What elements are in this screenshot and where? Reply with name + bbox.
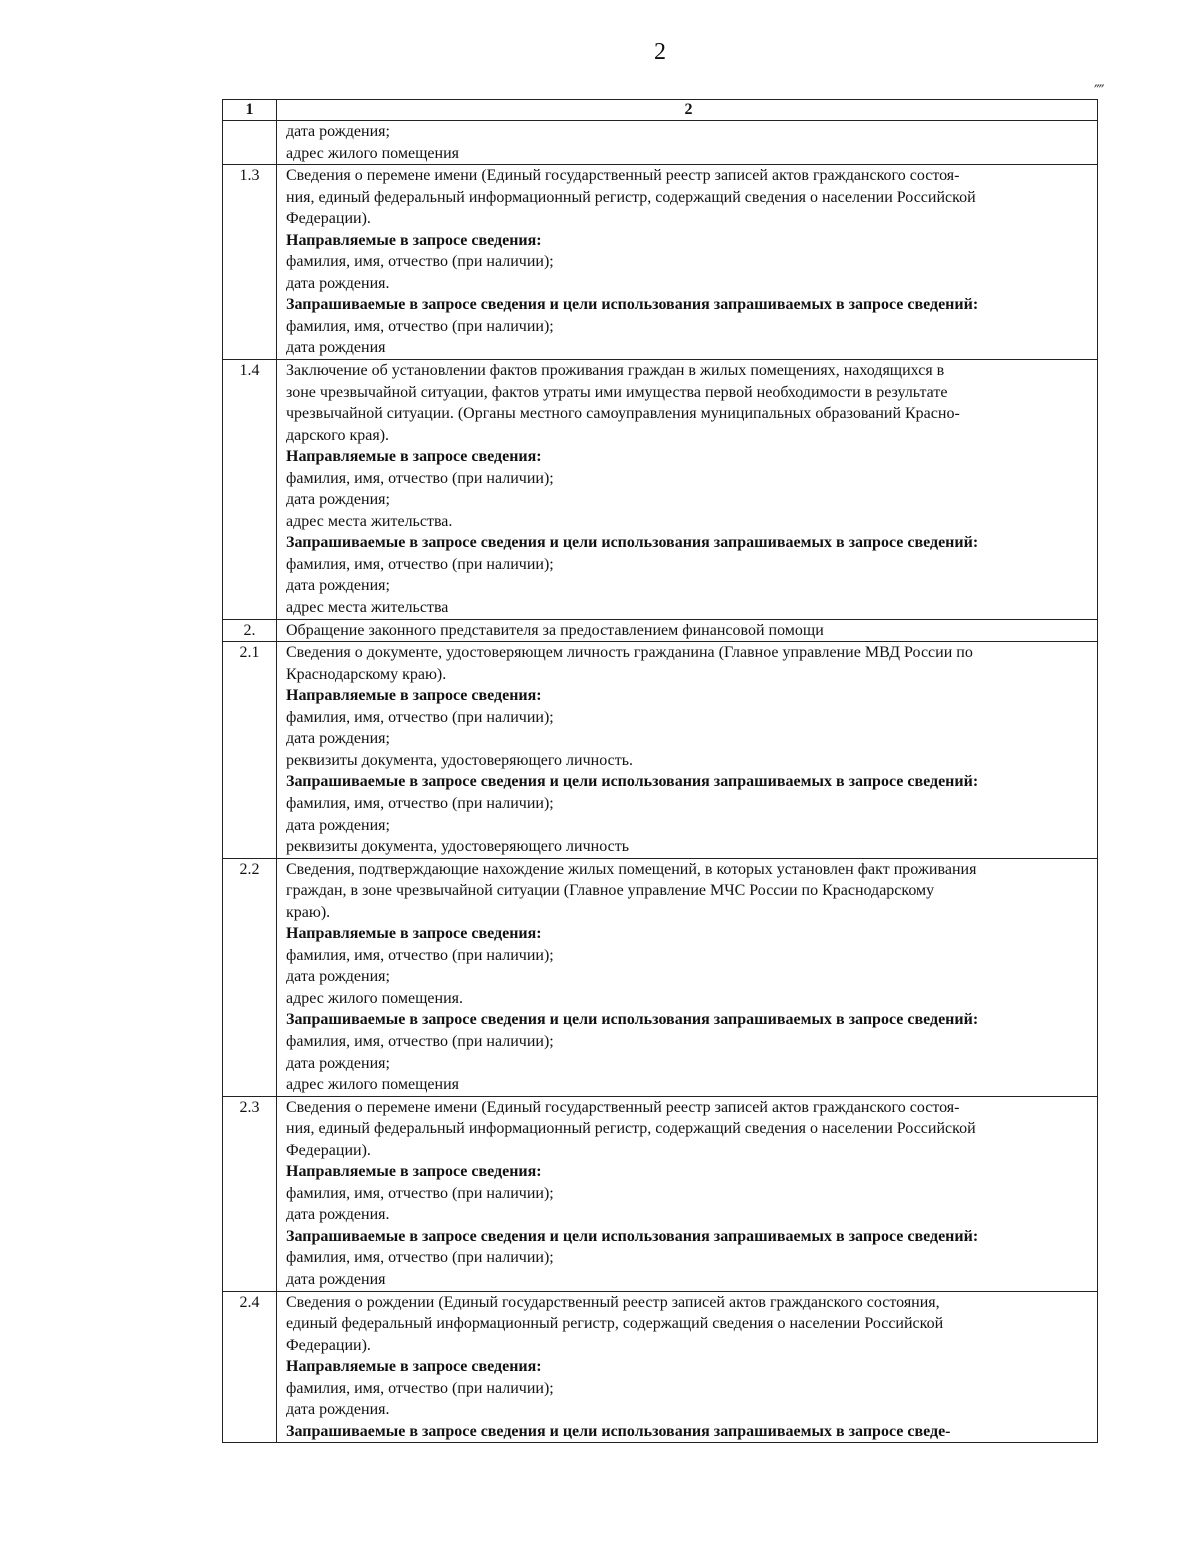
line-text: дата рождения. <box>286 1401 390 1419</box>
line-text: дата рождения; <box>286 491 390 509</box>
table-row <box>223 165 1098 360</box>
table-row <box>223 1291 1098 1443</box>
table-header-row <box>223 100 1098 121</box>
row-text-cell <box>277 1291 1098 1443</box>
line-text: Сведения о документе, удостоверяющем личность гражданина (Главное управление МВД России по <box>286 644 973 662</box>
text-line <box>286 750 1091 772</box>
text-line <box>286 360 1091 382</box>
table-row <box>223 360 1098 620</box>
row-text-cell <box>277 642 1098 858</box>
line-text: фамилия, имя, отчество (при наличии); <box>286 794 554 812</box>
row-number: 2.4 <box>239 1293 260 1311</box>
text-line <box>286 273 1091 295</box>
row-number-cell <box>223 1291 277 1443</box>
line-text: фамилия, имя, отчество (при наличии); <box>286 253 554 271</box>
line-text: ния, единый федеральный информационный регистр, содержащий сведения о населении Российской <box>286 1120 976 1138</box>
text-line <box>286 836 1091 858</box>
header-col-2: 2 <box>277 100 1098 121</box>
text-line <box>286 1053 1091 1075</box>
section-heading-line <box>286 446 1091 468</box>
text-line <box>286 1269 1091 1291</box>
line-text: дата рождения. <box>286 1206 390 1224</box>
row-number-cell <box>223 165 277 360</box>
line-text: адрес места жительства. <box>286 512 453 530</box>
row-number: 1.4 <box>239 362 260 380</box>
line-text: чрезвычайной ситуации. (Органы местного самоуправления муниципальных образований Красно- <box>286 405 960 423</box>
line-text: Запрашиваемые в запросе сведения и цели использования запрашиваемых в запросе сведений: <box>286 773 979 791</box>
text-line <box>286 1140 1091 1162</box>
line-text: фамилия, имя, отчество (при наличии); <box>286 1032 554 1050</box>
row-number-cell <box>223 642 277 858</box>
section-heading-line <box>286 1009 1091 1031</box>
line-text: адрес жилого помещения <box>286 1076 459 1094</box>
line-text: фамилия, имя, отчество (при наличии); <box>286 555 554 573</box>
line-text: фамилия, имя, отчество (при наличии); <box>286 469 554 487</box>
line-text: дата рождения; <box>286 968 390 986</box>
line-text: дата рождения; <box>286 1054 390 1072</box>
row-text-cell <box>277 858 1098 1096</box>
line-text: Сведения о перемене имени (Единый государственный реестр записей актов гражданского состоя- <box>286 167 960 185</box>
line-text: Направляемые в запросе сведения: <box>286 925 542 943</box>
row-number-cell <box>223 1096 277 1291</box>
line-text: Направляемые в запросе сведения: <box>286 448 542 466</box>
line-text: дата рождения; <box>286 816 390 834</box>
line-text: зоне чрезвычайной ситуации, фактов утраты ими имущества первой необходимости в результате <box>286 383 948 401</box>
line-text: единый федеральный информационный регистр, содержащий сведения о населении Российской <box>286 1315 944 1333</box>
row-number-cell <box>223 858 277 1096</box>
text-line <box>286 1074 1091 1096</box>
line-text: дата рождения; <box>286 730 390 748</box>
row-number: 2.1 <box>239 644 260 662</box>
table-row <box>223 1096 1098 1291</box>
line-text: Запрашиваемые в запросе сведения и цели использования запрашиваемых в запросе сведе- <box>286 1422 951 1440</box>
line-text: Федерации). <box>286 1336 371 1354</box>
text-line <box>286 642 1091 664</box>
text-line <box>286 251 1091 273</box>
text-line <box>286 143 1091 165</box>
line-text: Запрашиваемые в запросе сведения и цели использования запрашиваемых в запросе сведений: <box>286 534 979 552</box>
text-line <box>286 554 1091 576</box>
text-line <box>286 121 1091 143</box>
row-number-cell <box>223 360 277 620</box>
line-text: дата рождения; <box>286 123 390 140</box>
line-text: Направляемые в запросе сведения: <box>286 231 542 249</box>
section-heading-line <box>286 771 1091 793</box>
text-line <box>286 1335 1091 1357</box>
text-line <box>286 187 1091 209</box>
line-text: адрес жилого помещения <box>286 144 459 162</box>
text-line <box>286 597 1091 619</box>
line-text: фамилия, имя, отчество (при наличии); <box>286 317 554 335</box>
text-line <box>286 1031 1091 1053</box>
text-line <box>286 403 1091 425</box>
text-line <box>286 316 1091 338</box>
line-text: дата рождения. <box>286 274 390 292</box>
line-text: дата рождения <box>286 339 386 357</box>
text-line <box>286 815 1091 837</box>
line-text: адрес места жительства <box>286 599 449 617</box>
line-text: фамилия, имя, отчество (при наличии); <box>286 708 554 726</box>
text-line <box>286 1183 1091 1205</box>
text-line <box>286 1097 1091 1119</box>
text-line <box>286 575 1091 597</box>
table-row <box>223 642 1098 858</box>
text-line <box>286 793 1091 815</box>
text-line <box>286 1247 1091 1269</box>
line-text: Направляемые в запросе сведения: <box>286 1163 542 1181</box>
line-text: фамилия, имя, отчество (при наличии); <box>286 1184 554 1202</box>
section-heading-line <box>286 294 1091 316</box>
text-line <box>286 165 1091 187</box>
line-text: Федерации). <box>286 1141 371 1159</box>
line-text: Направляемые в запросе сведения: <box>286 1358 542 1376</box>
row-text-cell <box>277 619 1098 642</box>
text-line <box>286 468 1091 490</box>
text-line <box>286 728 1091 750</box>
text-line <box>286 1118 1091 1140</box>
text-line <box>286 1378 1091 1400</box>
text-line <box>286 511 1091 533</box>
table-row <box>223 619 1098 642</box>
text-line <box>286 208 1091 230</box>
line-text: Краснодарскому краю). <box>286 665 447 683</box>
text-line <box>286 966 1091 988</box>
line-text: фамилия, имя, отчество (при наличии); <box>286 1249 554 1267</box>
text-line <box>286 664 1091 686</box>
table-row <box>223 121 1098 165</box>
header-col-1: 1 <box>223 100 277 121</box>
line-text: фамилия, имя, отчество (при наличии); <box>286 1379 554 1397</box>
line-text: Сведения, подтверждающие нахождение жилых помещений, в которых установлен факт проживания <box>286 860 977 878</box>
text-line <box>286 1292 1091 1314</box>
line-text: Федерации). <box>286 210 371 228</box>
section-heading-line <box>286 923 1091 945</box>
row-text-cell <box>277 360 1098 620</box>
line-text: Запрашиваемые в запросе сведения и цели использования запрашиваемых в запросе сведений: <box>286 296 979 314</box>
text-line <box>286 1313 1091 1335</box>
line-text: Запрашиваемые в запросе сведения и цели использования запрашиваемых в запросе сведений: <box>286 1011 979 1029</box>
line-text: реквизиты документа, удостоверяющего личность. <box>286 751 633 769</box>
line-text: Заключение об установлении фактов проживания граждан в жилых помещениях, находящихся в <box>286 362 945 380</box>
line-text: Направляемые в запросе сведения: <box>286 687 542 705</box>
corner-mark: ⁗ <box>1094 83 1105 100</box>
line-text: Сведения о рождении (Единый государственный реестр записей актов гражданского состояния, <box>286 1293 940 1311</box>
line-text: ния, единый федеральный информационный регистр, содержащий сведения о населении Российской <box>286 188 976 206</box>
row-number: 2. <box>243 621 256 639</box>
line-text: фамилия, имя, отчество (при наличии); <box>286 946 554 964</box>
line-text: реквизиты документа, удостоверяющего личность <box>286 838 629 856</box>
row-text-cell <box>277 165 1098 360</box>
text-line <box>286 988 1091 1010</box>
section-heading-line <box>286 1161 1091 1183</box>
row-text-cell <box>277 121 1098 165</box>
text-line <box>286 1204 1091 1226</box>
line-text: дарского края). <box>286 426 390 444</box>
section-heading-line <box>286 1226 1091 1248</box>
line-text: граждан, в зоне чрезвычайной ситуации (Главное управление МЧС России по Краснодарскому <box>286 882 935 900</box>
line-text: адрес жилого помещения. <box>286 989 463 1007</box>
line-text: краю). <box>286 903 331 921</box>
text-line <box>286 425 1091 447</box>
section-heading-line <box>286 685 1091 707</box>
row-number-cell <box>223 121 277 165</box>
section-heading-line <box>286 230 1091 252</box>
section-heading-line <box>286 1356 1091 1378</box>
table-body <box>223 100 1098 1443</box>
section-heading-line <box>286 532 1091 554</box>
text-line <box>286 859 1091 881</box>
line-text: Сведения о перемене имени (Единый государственный реестр записей актов гражданского состоя- <box>286 1098 960 1116</box>
row-number-cell <box>223 619 277 642</box>
text-line <box>286 707 1091 729</box>
text-line <box>286 382 1091 404</box>
line-text: дата рождения; <box>286 577 390 595</box>
table-row <box>223 858 1098 1096</box>
text-line <box>286 945 1091 967</box>
row-text-cell <box>277 1096 1098 1291</box>
text-line <box>286 620 1091 642</box>
row-number: 1.3 <box>239 167 260 185</box>
line-text: Обращение законного представителя за предоставлением финансовой помощи <box>286 621 824 639</box>
line-text: дата рождения <box>286 1270 386 1288</box>
page-number: 2 <box>654 39 666 65</box>
text-line <box>286 489 1091 511</box>
text-line <box>286 337 1091 359</box>
text-line <box>286 1399 1091 1421</box>
text-line <box>286 880 1091 902</box>
text-line <box>286 902 1091 924</box>
line-text: Запрашиваемые в запросе сведения и цели использования запрашиваемых в запросе сведений: <box>286 1227 979 1245</box>
requirements-table <box>222 99 1098 1443</box>
section-heading-line <box>286 1421 1091 1443</box>
row-number: 2.2 <box>239 860 260 878</box>
row-number: 2.3 <box>239 1098 260 1116</box>
